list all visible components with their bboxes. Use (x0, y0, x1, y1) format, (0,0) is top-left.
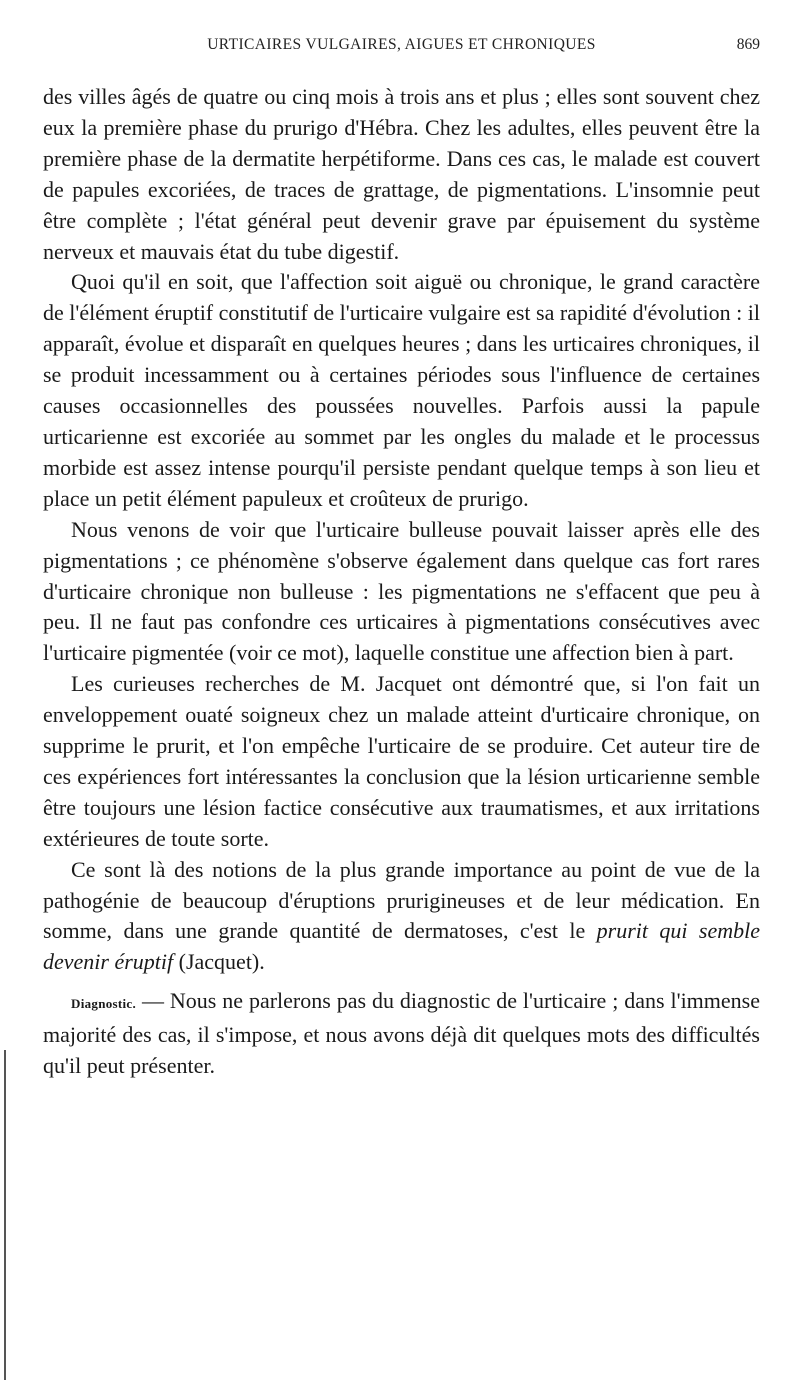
paragraph-2: Quoi qu'il en soit, que l'affection soit aiguë ou chronique, le grand caractère de l'élément éruptif constitutif de l'urticaire vulgaire est sa rapidité d'évolution : il apparaît, évolue et disparaît en quelques heures ; dans les urticaires chroniques, il se produit incessamment ou à certaines périodes sous l'influence de certaines causes occasionnelles des poussées nouvelles. Parfois aussi la papule urticarienne est excoriée au sommet par les ongles du malade et le processus morbide est assez intense pourqu'il persiste pendant quelque temps à son lieu et place un petit élément papuleux et croûteux de prurigo. (43, 269, 760, 511)
page-body (43, 82, 760, 1082)
paragraph-5 (43, 855, 760, 979)
paragraph-3: Nous venons de voir que l'urticaire bulleuse pouvait laisser après elle des pigmentations ; ce phénomène s'observe également dans quelque cas fort rares d'urticaire chronique non bulleuse : les pigmentations ne s'effacent que peu à peu. Il ne faut pas confondre ces urticaires à pigmentations consécutives avec l'urticaire pigmentée (voir ce mot), laquelle constitue une affection bien à part. (43, 516, 760, 666)
paragraph-4: Les curieuses recherches de M. Jacquet ont démontré que, si l'on fait un enveloppement ouaté soigneux chez un malade atteint d'urticaire chronique, on supprime le prurit, et l'on empêche l'urticaire de se produire. Cet auteur tire de ces expériences fort intéressantes la conclusion que la lésion urticarienne semble être toujours une lésion factice consécutive aux traumatismes, et aux irritations extérieures de toute sorte. (43, 671, 760, 851)
running-header (43, 36, 760, 60)
paragraph-6-text: — Nous ne parlerons pas du diagnostic de l'urticaire ; dans l'immense majorité des cas, il s'impose, et nous avons déjà dit quelques mots des difficultés qu'il peut présenter. (43, 988, 760, 1079)
paragraph-1: des villes âgés de quatre ou cinq mois à trois ans et plus ; elles sont souvent chez eux la première phase du prurigo d'Hébra. Chez les adultes, elles peuvent être la première phase de la dermatite herpétiforme. Dans ces cas, le malade est couvert de papules excoriées, de traces de grattage, de pigmentations. L'insomnie peut être complète ; l'état général peut devenir grave par épuisement du système nerveux et mauvais état du tube digestif. (43, 84, 760, 264)
page-edge-shadow (4, 1050, 6, 1380)
paragraph-5-text: Ce sont là des notions de la plus grande importance au point de vue de la pathogénie de beaucoup d'éruptions prurigineuses et de leur médication. En somme, dans une grande quantité de dermatoses, c'est le (43, 856, 760, 944)
paragraph-6 (43, 986, 760, 1082)
running-title: URTICAIRES VULGAIRES, AIGUES ET CHRONIQUES (207, 36, 596, 53)
page-number: 869 (736, 36, 760, 53)
paragraph-5-end: (Jacquet). (173, 949, 265, 975)
section-label-diagnostic: Diagnostic. (71, 996, 137, 1012)
paragraph-5-italic: prurit qui semble devenir éruptif (43, 918, 760, 975)
